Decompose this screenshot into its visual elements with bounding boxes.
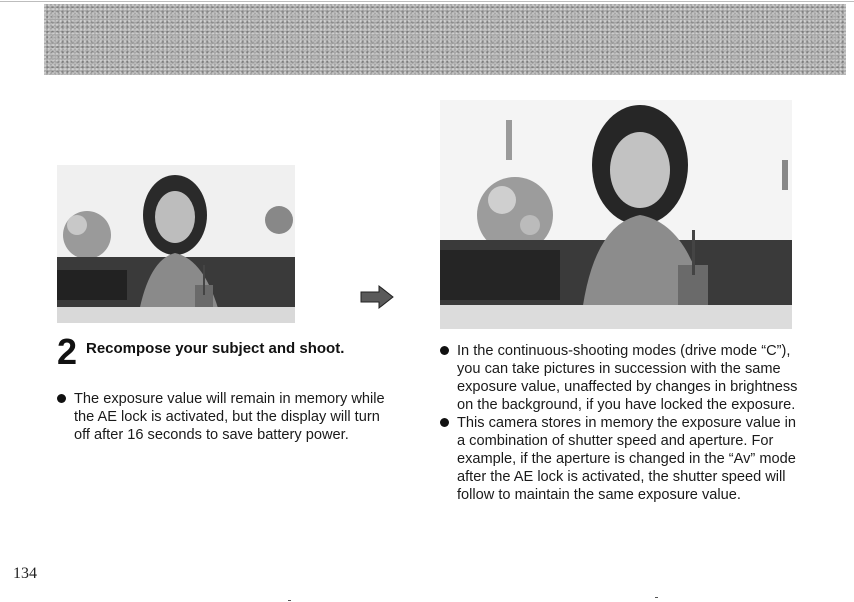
- right-arrow-icon: [359, 284, 395, 310]
- list-item: [57, 390, 397, 444]
- photo-before-recompose: [57, 165, 295, 323]
- list-item: [440, 414, 800, 504]
- step-number: 2: [57, 331, 78, 372]
- bullet-dot-icon: [440, 418, 449, 427]
- scan-speck: [655, 597, 658, 598]
- bullet-dot-icon: [440, 346, 449, 355]
- scan-speck: [288, 600, 291, 601]
- page-number: 134: [13, 565, 37, 582]
- header-banner: [44, 4, 846, 75]
- bullet-text: This camera stores in memory the exposure value in a combination of shutter speed and aperture. For example, if the aperture is changed in the “Av” mode after the AE lock is activated, the shutter speed will follow to maintain the same exposure value.: [457, 415, 797, 503]
- bullet-text: The exposure value will remain in memory while the AE lock is activated, but the display will turn off after 16 seconds to save battery power.: [74, 391, 385, 443]
- right-bullet-list: [440, 342, 800, 504]
- top-rule: [0, 1, 854, 2]
- bullet-text: In the continuous-shooting modes (drive mode “C”), you can take pictures in succession with the same exposure value, unaffected by changes in brightness on the background, if you have locked the exposure.: [457, 343, 798, 413]
- list-item: [440, 342, 800, 414]
- bullet-dot-icon: [57, 394, 66, 403]
- photo-after-recompose: [440, 100, 792, 329]
- step-title: Recompose your subject and shoot.: [86, 340, 345, 357]
- left-bullet-list: [57, 390, 397, 444]
